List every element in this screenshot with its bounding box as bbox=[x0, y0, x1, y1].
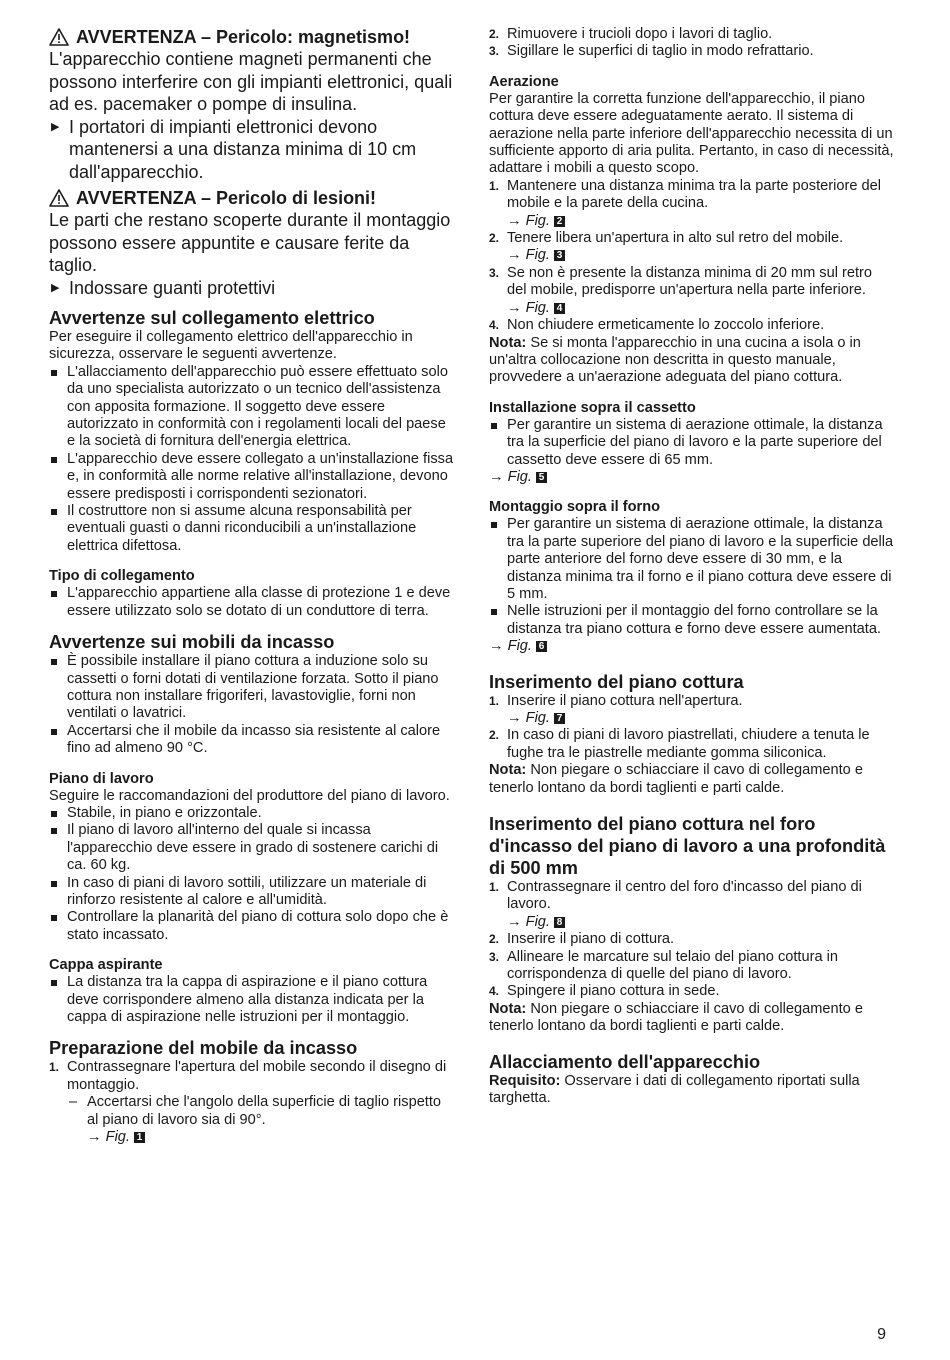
triangle-bullet-icon: ▶ bbox=[51, 120, 60, 133]
list-item: 1. Inserire il piano cottura nell'apertura. bbox=[489, 692, 743, 709]
square-bullet-icon bbox=[51, 881, 57, 887]
preparation-steps-continued bbox=[489, 26, 894, 61]
preparation-steps bbox=[49, 1059, 454, 1094]
list-item: Per garantire un sistema di aerazione ottimale, la distanza tra la parte superiore del piano di lavoro e la superficie della parte anteriore del forno deve essere di 30 mm, e la distanza minima tra il forno e il piano cottura deve essere di 5 mm. bbox=[489, 516, 894, 603]
subheading-drawer: Installazione sopra il cassetto bbox=[489, 399, 696, 416]
subheading-hood: Cappa aspirante bbox=[49, 957, 163, 974]
list-item: Nelle istruzioni per il montaggio del forno controllare se la distanza tra piano cottura e forno deve essere aumentata. bbox=[489, 603, 894, 638]
furniture-list bbox=[49, 653, 454, 757]
list-item: L'allacciamento dell'apparecchio può essere effettuato solo da uno specialista autorizzato o un tecnico dell'assistenza con apposita formazione. Il soggetto deve essere autorizzato in conformità con i regolamenti locali del paese e la società di fornitura dell'energia elettrica. bbox=[49, 364, 454, 451]
electrical-list bbox=[49, 364, 454, 555]
connection-type-list bbox=[49, 585, 454, 620]
step-number: 3. bbox=[489, 949, 500, 964]
dash-bullet: – bbox=[69, 1094, 78, 1111]
warning-triangle-icon bbox=[49, 189, 69, 207]
oven-list bbox=[489, 516, 894, 638]
square-bullet-icon bbox=[51, 659, 57, 665]
figure-reference: → Fig. 2 bbox=[489, 213, 894, 230]
requirement: Requisito: Osservare i dati di collegamento riportati sulla targhetta. bbox=[489, 1072, 860, 1107]
list-item: 1. Contrassegnare il centro del foro d'incasso del piano di lavoro. bbox=[489, 879, 862, 913]
warning-text: L'apparecchio contiene magneti permanenti che possono interferire con gli impianti elettronici, quali ad es. pacemaker o pompe di insulina. bbox=[49, 49, 453, 114]
list-item: 2. Rimuovere i trucioli dopo i lavori di taglio. bbox=[489, 26, 773, 42]
warning-action: ▶ Indossare guanti protettivi bbox=[51, 277, 276, 298]
figure-number-badge: 2 bbox=[554, 216, 565, 227]
list-item: 4. Non chiudere ermeticamente lo zoccolo inferiore. bbox=[489, 317, 825, 334]
figure-reference: → Fig. 1 bbox=[49, 1129, 454, 1146]
warning-action: ▶ I portatori di impianti elettronici devono mantenersi a una distanza minima di 10 cm dall'apparecchio. bbox=[51, 116, 417, 182]
list-item: In caso di piani di lavoro sottili, utilizzare un materiale di rinforzo resistente al calore e all'umidità. bbox=[49, 875, 454, 910]
figure-reference: → Fig. 8 bbox=[489, 914, 894, 931]
section-intro: Seguire le raccomandazioni del produttore del piano di lavoro. bbox=[49, 787, 450, 804]
requirement-label: Requisito: bbox=[489, 1072, 561, 1089]
list-item: 1. Contrassegnare l'apertura del mobile secondo il disegno di montaggio. bbox=[49, 1059, 447, 1093]
list-item: L'apparecchio deve essere collegato a un'installazione fissa e, in conformità alle norme relative all'installazione, devono essere predisposti i corrispondenti sezionatori. bbox=[49, 451, 454, 503]
section-heading-insertion-500: Inserimento del piano cottura nel foro d'incasso del piano di lavoro a una profondità di 500 mm bbox=[489, 814, 886, 879]
note: Nota: Non piegare o schiacciare il cavo di collegamento e tenerlo lontano da bordi taglienti e parti calde. bbox=[489, 762, 863, 796]
square-bullet-icon bbox=[51, 811, 57, 817]
figure-number-badge: 3 bbox=[554, 250, 565, 261]
step-number: 1. bbox=[489, 880, 500, 895]
figure-reference: → Fig. 4 bbox=[489, 300, 894, 317]
section-intro: Per eseguire il collegamento elettrico dell'apparecchio in sicurezza, osservare le seguenti avvertenze. bbox=[49, 329, 413, 363]
step-number: 1. bbox=[49, 1060, 60, 1075]
step-number: 3. bbox=[489, 265, 500, 280]
subheading-oven: Montaggio sopra il forno bbox=[489, 499, 661, 516]
list-item: 2. Tenere libera un'apertura in alto sul retro del mobile. bbox=[489, 230, 844, 247]
subheading-ventilation: Aerazione bbox=[489, 73, 559, 90]
list-item: 1. Mantenere una distanza minima tra la parte posteriore del mobile e la parete della cucina. bbox=[489, 177, 881, 212]
square-bullet-icon bbox=[491, 522, 497, 528]
figure-number-badge: 4 bbox=[554, 303, 565, 314]
figure-number-badge: 5 bbox=[536, 472, 547, 483]
warning-text: Le parti che restano scoperte durante il montaggio possono essere appuntite e causare ferite da taglio. bbox=[49, 210, 451, 275]
triangle-bullet-icon: ▶ bbox=[51, 281, 60, 294]
list-item: Stabile, in piano e orizzontale. bbox=[49, 805, 454, 822]
warning-triangle-icon bbox=[49, 28, 69, 46]
insertion-steps bbox=[489, 693, 894, 763]
square-bullet-icon bbox=[491, 423, 497, 429]
subheading-connection-type: Tipo di collegamento bbox=[49, 568, 195, 585]
list-item: 2. In caso di piani di lavoro piastrellati, chiudere a tenuta le fughe tra le piastrelle mediante gomma siliconica. bbox=[489, 727, 870, 761]
list-item: Per garantire un sistema di aerazione ottimale, la distanza tra la superficie del piano di lavoro e la parte superiore del cassetto deve essere di 65 mm. bbox=[489, 417, 894, 469]
square-bullet-icon bbox=[51, 980, 57, 986]
note-label: Nota: bbox=[489, 334, 527, 351]
list-item: L'apparecchio appartiene alla classe di protezione 1 e deve essere utilizzato solo se dotato di un conduttore di terra. bbox=[49, 585, 454, 620]
note: Nota: Se si monta l'apparecchio in una cucina a isola o in un'altra collocazione non descritta in questo manuale, provvedere a un'aerazione adeguata del piano cottura. bbox=[489, 334, 861, 386]
section-intro: Per garantire la corretta funzione dell'apparecchio, il piano cottura deve essere adeguatamente aerato. Il sistema di aerazione nella parte inferiore dell'apparecchio necessita di un sufficiente apporto di aria pulita. Pertanto, in caso di necessità, adattare i mobili a questo scopo. bbox=[489, 90, 894, 177]
figure-number-badge: 8 bbox=[554, 917, 565, 928]
square-bullet-icon bbox=[51, 509, 57, 515]
step-number: 3. bbox=[489, 44, 500, 59]
step-number: 4. bbox=[489, 984, 500, 999]
list-item: 3. Allineare le marcature sul telaio del piano cottura in corrispondenza di quelle del piano di lavoro. bbox=[489, 948, 838, 983]
square-bullet-icon bbox=[51, 915, 57, 921]
worktop-list bbox=[49, 805, 454, 944]
warning-injury bbox=[49, 187, 454, 299]
list-item: Controllare la planarità del piano di cottura solo dopo che è stato incassato. bbox=[49, 909, 454, 944]
subheading-worktop: Piano di lavoro bbox=[49, 770, 154, 787]
list-item: 4. Spingere il piano cottura in sede. bbox=[489, 983, 720, 1000]
square-bullet-icon bbox=[51, 828, 57, 834]
step-number: 4. bbox=[489, 318, 500, 333]
step-number: 2. bbox=[489, 231, 500, 246]
figure-number-badge: 1 bbox=[134, 1132, 145, 1143]
figure-reference: → Fig. 5 bbox=[489, 469, 894, 486]
list-item: La distanza tra la cappa di aspirazione e il piano cottura deve corrispondere almeno alla distanza indicata per la cappa di aspirazione nelle istruzioni per il montaggio. bbox=[49, 974, 454, 1026]
sub-step: – Accertarsi che l'angolo della superficie di taglio rispetto al piano di lavoro sia di 90°. bbox=[69, 1094, 442, 1128]
hood-list bbox=[49, 974, 454, 1026]
step-number: 2. bbox=[489, 932, 500, 947]
figure-number-badge: 6 bbox=[536, 641, 547, 652]
left-column bbox=[49, 26, 454, 1146]
section-heading-connection: Allacciamento dell'apparecchio bbox=[489, 1051, 761, 1072]
note-label: Nota: bbox=[489, 762, 527, 779]
list-item: Il piano di lavoro all'interno del quale si incassa l'apparecchio deve essere in grado di sostenere carichi di ca. 60 kg. bbox=[49, 822, 454, 874]
warning-title: AVVERTENZA – Pericolo: magnetismo! bbox=[49, 26, 454, 48]
square-bullet-icon bbox=[51, 457, 57, 463]
warning-title: AVVERTENZA – Pericolo di lesioni! bbox=[49, 187, 454, 209]
section-heading-furniture: Avvertenze sui mobili da incasso bbox=[49, 632, 335, 653]
section-heading-electrical: Avvertenze sul collegamento elettrico bbox=[49, 308, 375, 328]
figure-number-badge: 7 bbox=[554, 713, 565, 724]
square-bullet-icon bbox=[51, 370, 57, 376]
figure-reference: → Fig. 7 bbox=[489, 710, 894, 727]
page-number: 9 bbox=[877, 1326, 886, 1343]
list-item: Accertarsi che il mobile da incasso sia resistente al calore fino ad almeno 90 °C. bbox=[49, 723, 454, 758]
step-number: 2. bbox=[489, 728, 500, 743]
step-number: 1. bbox=[489, 693, 500, 708]
insertion-500-steps bbox=[489, 879, 894, 1001]
note: Nota: Non piegare o schiacciare il cavo di collegamento e tenerlo lontano da bordi taglienti e parti calde. bbox=[489, 1000, 863, 1035]
step-number: 2. bbox=[489, 27, 500, 41]
section-heading-preparation: Preparazione del mobile da incasso bbox=[49, 1038, 358, 1059]
list-item: 3. Se non è presente la distanza minima di 20 mm sul retro del mobile, predisporre un'apertura nella parte inferiore. bbox=[489, 264, 873, 299]
square-bullet-icon bbox=[51, 729, 57, 735]
list-item: 2. Inserire il piano di cottura. bbox=[489, 931, 675, 948]
list-item: È possibile installare il piano cottura a induzione solo su cassetti o forni dotati di ventilazione forzata. Sotto il piano cottura non installare frigoriferi, lavastoviglie, forni non ventilati o lavatrici. bbox=[49, 653, 454, 723]
ventilation-steps bbox=[489, 178, 894, 335]
step-number: 1. bbox=[489, 178, 500, 193]
warning-magnetism bbox=[49, 26, 454, 183]
drawer-list bbox=[489, 417, 894, 469]
figure-reference: → Fig. 3 bbox=[489, 247, 894, 264]
square-bullet-icon bbox=[491, 609, 497, 615]
right-column bbox=[489, 26, 894, 1108]
section-heading-insertion: Inserimento del piano cottura bbox=[489, 671, 744, 692]
list-item: 3. Sigillare le superfici di taglio in modo refrattario. bbox=[489, 43, 814, 60]
figure-reference: → Fig. 6 bbox=[489, 638, 894, 655]
list-item: Il costruttore non si assume alcuna responsabilità per eventuali guasti o danni riconducibili a un'installazione elettrica difettosa. bbox=[49, 503, 454, 555]
note-label: Nota: bbox=[489, 1000, 527, 1017]
square-bullet-icon bbox=[51, 591, 57, 597]
